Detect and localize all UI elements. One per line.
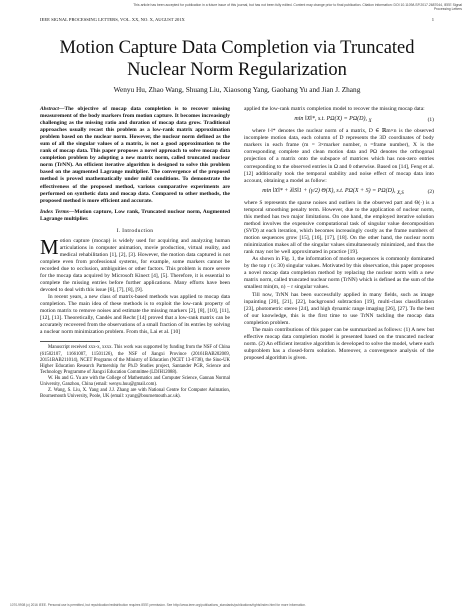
intro-paragraph-2: In recent years, a new class of matrix-based methods was applied to mocap data completion. The main idea of these methods is to exploit the low-rank property of motion matrix to remove noises and estimate the missing markers [2], [8], [10], [11], [12], [13]. Theoretically, Candès and Recht [14] proved that a low-rank matrix can be accurately recovered from the observations of a small fraction of its entries by solving a nuclear norm minimization problem. From this, Lai et al. [10] [40, 294, 230, 336]
footnote-affiliation-2: Z. Wang, S. Liu, X. Yang and J.J. Zhang are with National Centre for Computer Animation, Bournemouth University, Poole, UK (email: xyang@bournemouth.ac.uk). [40, 387, 230, 399]
notice-line-1: This article has been accepted for publication in a future issue of this journal, but has not been fully edited. Content may change prior to final publication. Citation information: DOI 10.1109/LSP.2017.2687044, IEEE Signal [133, 3, 462, 7]
author-list: Wenyu Hu, Zhao Wang, Shuang Liu, Xiaosong Yang, Gaohang Yu and Jian J. Zhang [113, 85, 361, 94]
intro-paragraph-1 [40, 234, 230, 294]
title-line-1: Motion Capture Data Completion via Truncated [59, 38, 415, 58]
publication-notice [0, 3, 474, 12]
title-line-2: Nuclear Norm Regularization [127, 59, 347, 80]
right-paragraph-5: The main contributions of this paper can be summarized as follows: (1) A new but effective mocap data completion model is presented based on the truncated nuclear norm. (2) An efficient iterative algorithm is developed to solve the model, where each subproblem has a closed-form solution. Moreover, a convergence analysis of the proposed algorithm is given. [244, 326, 434, 361]
index-terms [40, 209, 230, 223]
paper-title [40, 38, 434, 81]
right-paragraph-2: where S represents the sparse noises and outliers in the observed part and Θ(·) is a temporal smoothing penalty term. However, due to the application of nuclear norm, this method has two major limitations. On one hand, the employed iterative solution method involves the expensive computational task of singular value decomposition (SVD) at each iteration, which becomes increasingly costly as the frame numbers of motion sequences grow [15], [16], [17], [18]. On the other hand, the nuclear norm minimization makes all of the singular values simultaneously minimized, and thus the rank may not be well approximated in practice [19]. [244, 199, 434, 256]
abstract [40, 106, 230, 205]
equation-2-number: (2) [427, 188, 434, 195]
footnote-rule [40, 341, 100, 342]
equation-2-body: min ‖X‖* + λ‖S‖1 + (γ/2) Θ(X), s.t. PΩ(X + S) = PΩ(D), [262, 187, 396, 194]
equation-1-subscript: X [368, 119, 372, 125]
running-header [40, 17, 434, 22]
intro-paragraph-1-text: otion capture (mocap) is widely used for acquiring and analyzing human articulations in computer animation, movie production, virtual reality, and medical rehabilitation [1], [2], [3]. However, the motion data captured is not complete even from professional systems, for example, some markers cannot be recorded due to occlusion, ambiguities or other factors. This problem is more severe for the mocap data acquired by Microsoft Kinect [4], [5]. Therefore, it is essential to complete the missing entries before further applications. Many efforts have been devoted to deal with this issue [6], [7], [8], [9]. [40, 237, 230, 294]
left-column [40, 106, 230, 400]
section-heading-introduction: I. Introduction [116, 227, 154, 234]
right-paragraph-4: Till now, TrNN has been successfully applied in many fields, such as image inpainting [20], [21], [22], background subtraction [19], multi-class classification [23], photometric stereo [24], and high dynamic range imaging [26], [27]. To the best of our knowledge, this is the first time to use TrNN tackling the mocap data completion problem. [244, 291, 434, 326]
equation-1-body: min ‖X‖*, s.t. PΩ(X) = PΩ(D), [294, 116, 368, 123]
footnotes [40, 345, 230, 399]
footnote-affiliation-1: W. Hu and G. Yu are with the College of Mathematics and Computer Science, Gannan Normal University, Ganzhou, China (email: wenyu.huu@gmail.com). [40, 375, 230, 387]
equation-2 [244, 188, 434, 197]
page-footer [0, 603, 474, 607]
right-column [244, 106, 434, 362]
page-number: 1 [431, 17, 434, 22]
notice-line-2: Processing Letters [433, 7, 462, 12]
right-paragraph-1: where ‖·‖* denotes the nuclear norm of a matrix, D ∈ ℝm×n is the observed incomplete motion data, each column of D represents the 3D coordinates of body markers in each frame (m = 3×marker number, n =frame number), X is the corresponding complete and clean motion data and PΩ denotes the orthogonal projection of a matrix onto the subspace of matrices which has non-zero entries corresponding to the observed entries in Ω and 0 otherwise. Based on [14], Feng et al. [12] additionally took the temporal stability and noise effect of mocap data into account, obtaining a model as follow: [244, 128, 434, 184]
index-terms-label: Index Terms [40, 208, 69, 215]
equation-1-number: (1) [427, 117, 434, 124]
footer-copyright: 1070-9908 (c) 2016 IEEE. Personal use is permitted, but republication/redistribution requires IEEE permission. See http://www.ieee.org/publications_standards/publications/rights/index.html for more information. [10, 603, 306, 607]
right-paragraph-3: As shown in Fig. 1, the information of motion sequences is commonly dominated by the top r (≤ 30) singular values. Motivated by this observation, this paper proposes a novel mocap data completion method by replacing the nuclear norm with a new matrix norm, called truncated nuclear norm (TrNN) which is defined as the sum of the smallest min(m, n) − r singular values. [244, 256, 434, 291]
equation-1 [244, 116, 434, 125]
drop-cap: M [40, 234, 59, 259]
abstract-label: Abstract [40, 106, 59, 112]
index-terms-text: —Motion capture, Low rank, Truncated nuclear norm, Augmented Lagrange multiplier. [40, 208, 230, 222]
equation-2-subscript: X,S [396, 190, 404, 196]
footnote-manuscript: Manuscript received xxx-x, xxxx. This work was supported by funding from the NSF of China (61502107, 11661007, 11501126), the NSF of Jiangxi Province (20161BAB202069, 20151BAB211014), NCET Programs of the Ministry of Education (NCET 13-0738), the Sino-UK Higher Education Research Partnership for Ph.D Studies project, Santander PGR, Science and Technology Programme of Jiangxi Education Committee (LDJH12088). [40, 345, 230, 375]
right-intro-text: applied the low-rank matrix completion model to recover the missing mocap data: [244, 106, 425, 112]
journal-name: IEEE SIGNAL PROCESSING LETTERS, VOL. XX, NO. X, AUGUST 201X [40, 17, 185, 22]
abstract-text: —The objective of mocap data completion is to recover missing measurement of the body markers from motion capture. It becomes increasingly challenging as the missing ratio and duration of mocap data grow. Traditional approaches usually recast this problem as a low-rank matrix approximation problem based on the nuclear norm. However, the nuclear norm defined as the sum of all the singular values of a matrix, is not a good approximation to the rank of mocap data. This paper proposes a novel approach to solve mocap data completion problem by adopting a new matrix norm, called truncated nuclear norm (TrNN). An efficient iterative algorithm is designed to solve this problem based on the augmented Lagrange multiplier. The convergence of the proposed method is proved mathematically under mild conditions. To demonstrate the effectiveness of the proposed method, various comparative experiments are performed on synthetic data and mocap data. Compared to other methods, the proposed method is more efficient and accurate. [40, 106, 230, 204]
